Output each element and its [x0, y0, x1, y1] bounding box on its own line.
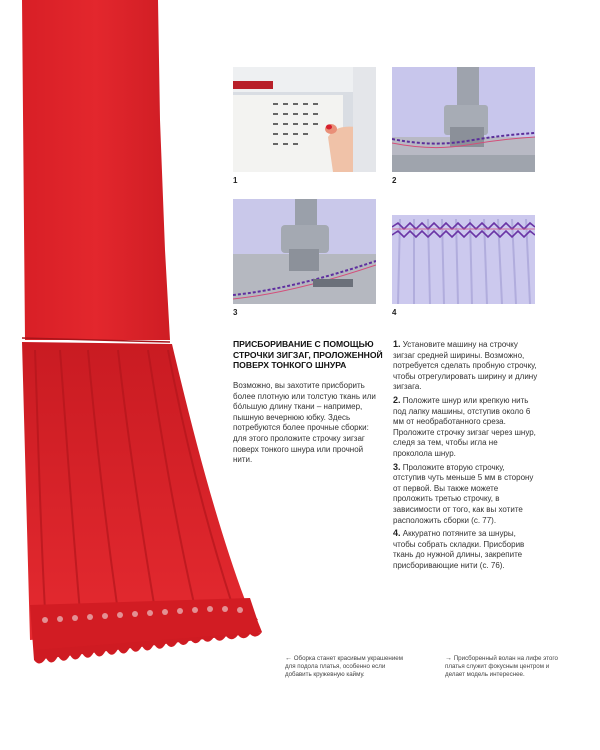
- caption-right-text: Присборенный волан на лифе этого платья служит фокусным центром и делает модель интереснее.: [445, 655, 558, 678]
- photo-4-number: 4: [392, 308, 397, 317]
- step-3: 3. Проложите вторую строчку, отступив чуть меньше 5 мм в сторону от первой. Вы также можете проложить третью строчку, в зависимости от того, как вы хотите расположить сборки (с. 77).: [393, 461, 534, 525]
- step-1: 1. Установите машину на строчку зигзаг средней ширины. Возможно, потребуется сделать пробную строчку, чтобы отрегулировать ширину и длину зигзага.: [393, 339, 538, 392]
- arrow-left-icon: ←: [285, 655, 292, 662]
- photo-2-presser-foot: [392, 67, 535, 172]
- caption-right: [445, 655, 570, 679]
- photo-3-zigzag-stitching: [233, 199, 376, 304]
- photo-1-stitch-panel: [233, 67, 376, 172]
- caption-left: [285, 655, 410, 679]
- steps-list: [393, 339, 539, 573]
- section-intro: Возможно, вы захотите присборить более плотную или толстую ткань или бóльшую длину ткани – например, пышную вечернюю юбку. Здесь потребуются более прочные сборки: для этого проложите строчку зигзаг поверх тонкого шнура или прочной нити.: [233, 381, 376, 465]
- photo-1-number: 1: [233, 176, 238, 185]
- photo-4-gathered-fabric: [392, 199, 535, 304]
- arrow-right-icon: →: [445, 655, 452, 662]
- red-dress-hem-image: [0, 0, 265, 700]
- step-2: 2. Положите шнур или крепкую нить под лапку машины, отступив около 6 мм от необработанного среза. Проложите строчку зигзаг через шнур, следя за тем, чтобы игла не проколола шнур.: [393, 394, 536, 458]
- photo-3-number: 3: [233, 308, 238, 317]
- step-4: 4. Аккуратно потяните за шнуры, чтобы собрать складки. Присборив ткань до нужной длины, закрепите присборивающие нити (с. 76).: [393, 528, 525, 570]
- photo-2-number: 2: [392, 176, 397, 185]
- caption-left-text: Оборка станет красивым украшением для подола платья, особенно если добавить кружевную кайму.: [285, 655, 403, 678]
- section-title: ПРИСБОРИВАНИЕ С ПОМОЩЬЮ СТРОЧКИ ЗИГЗАГ, ПРОЛОЖЕННОЙ ПОВЕРХ ТОНКОГО ШНУРА: [233, 339, 383, 370]
